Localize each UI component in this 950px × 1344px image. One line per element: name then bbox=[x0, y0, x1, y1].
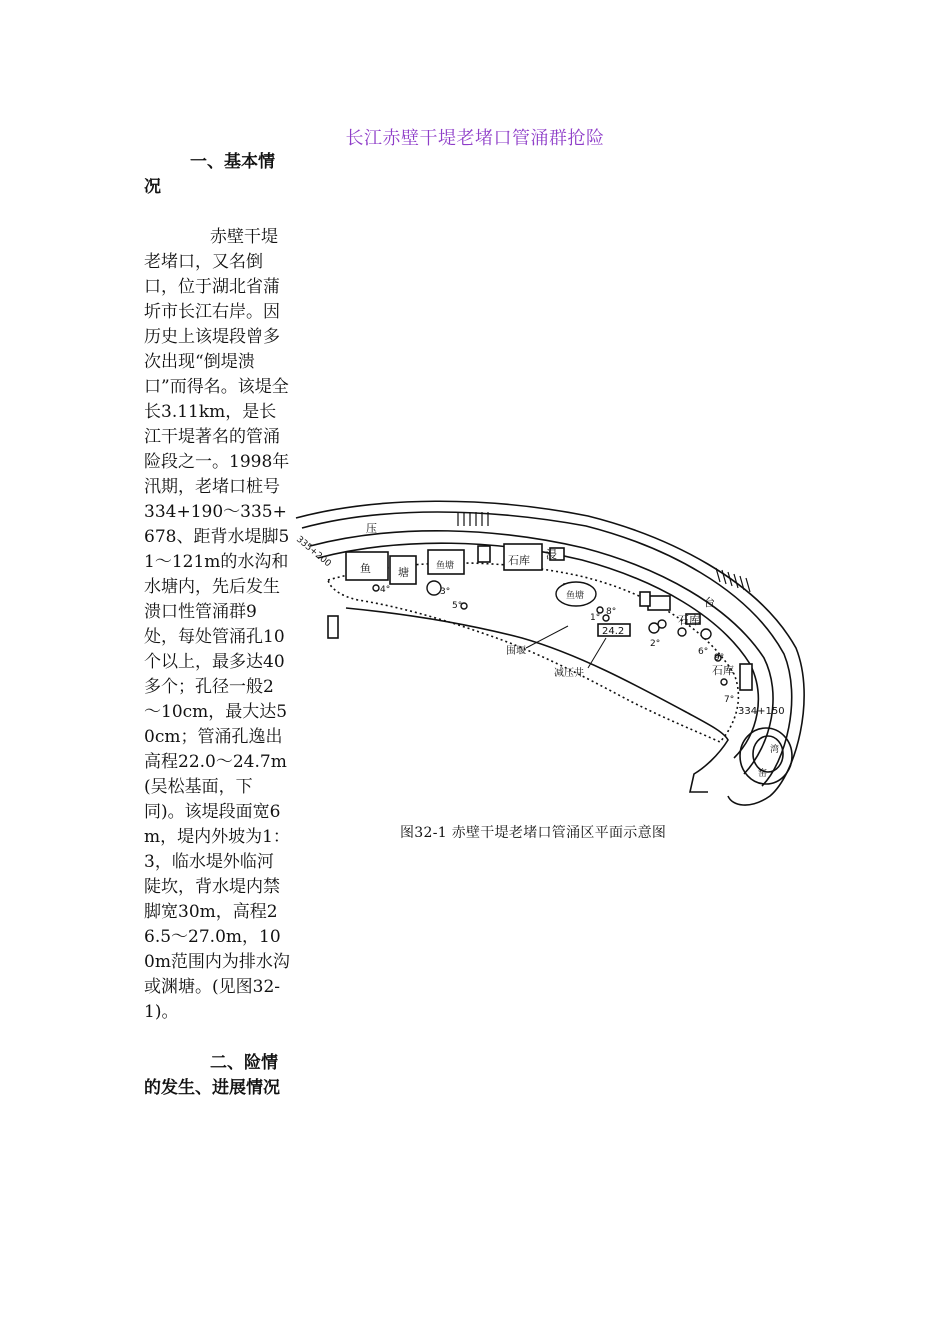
leader-lines bbox=[526, 626, 606, 668]
boil-label-8: 8° bbox=[606, 607, 617, 617]
boil-label-9: 9° bbox=[714, 653, 725, 663]
label-stone-1: 石库 bbox=[508, 554, 530, 567]
building-small-1 bbox=[478, 546, 490, 562]
station-label-b: 334+150 bbox=[738, 706, 785, 717]
label-fishpond-1: 鱼塘 bbox=[436, 561, 455, 571]
building-stone-3 bbox=[740, 664, 752, 690]
building-small-3 bbox=[648, 596, 670, 610]
boil-label-2: 2° bbox=[650, 639, 661, 649]
section-1-body: 赤壁干堤老堵口，又名倒口，位于湖北省蒲圻市长江右岸。因历史上该堤段曾多次出现“倒堤溃口”而得名。该堤全长3.11km，是长江干堤著名的管涌险段之一。1998年汛期，老堵口桩号334+190～335+678、距背水堤脚51～121m的水沟和水塘内，先后发生溃口性管涌群9处，每处管涌孔10个以上，最多达40多个；孔径一般2～10cm，最大达50cm；管涌孔逸出高程22.0～24.7m(吴松基面，下同)。该堤段面宽6m，堤内外坡为1：3，临水堤外临河陡坎，背水堤内禁脚宽30m，高程26.5～27.0m，100m范围内为排水沟或渊塘。(见图32-1)。 bbox=[144, 227, 290, 1022]
building-small-6 bbox=[640, 592, 650, 606]
site-plan-drawing bbox=[288, 488, 808, 808]
label-tai: 台 bbox=[704, 596, 715, 609]
label-elevation: 24.2 bbox=[602, 626, 625, 637]
label-stone-2: 石库 bbox=[678, 614, 700, 627]
label-cofferdam: 围堰 bbox=[506, 646, 526, 657]
document-title: 长江赤壁干堤老堵口管涌群抢险 bbox=[345, 128, 605, 149]
boil-label-4: 4° bbox=[380, 585, 391, 595]
site-plan-figure bbox=[288, 488, 808, 808]
station-label-a: 335+200 bbox=[294, 534, 333, 570]
label-kiln: 窑 bbox=[758, 769, 768, 779]
bank-hatching bbox=[458, 512, 750, 592]
figure-caption: 图32-1 赤壁干堤老堵口管涌区平面示意图 bbox=[400, 825, 667, 841]
boil-label-7: 7° bbox=[724, 695, 735, 705]
boil-label-3: 3° bbox=[440, 587, 451, 597]
label-yu: 鱼 bbox=[360, 562, 371, 575]
section-1-heading: 一、基本情况 bbox=[144, 152, 275, 197]
section-2-heading: 二、险情的发生、进展情况 bbox=[144, 1053, 280, 1098]
boil-label-5: 5° bbox=[452, 601, 463, 611]
label-jin: 浸 bbox=[546, 548, 557, 561]
boil-label-1: 1° bbox=[590, 613, 601, 623]
left-text-column bbox=[144, 150, 290, 1101]
label-tang: 塘 bbox=[398, 566, 409, 579]
boil-3 bbox=[427, 581, 441, 595]
building-left bbox=[328, 616, 338, 638]
label-ya: 压 bbox=[366, 522, 377, 535]
label-stone-3: 石库 bbox=[712, 664, 734, 677]
label-wan: 湾 bbox=[770, 745, 780, 755]
label-relief-well: 减压井 bbox=[554, 668, 584, 679]
inner-pond-line bbox=[346, 608, 728, 792]
boil-label-6: 6° bbox=[698, 647, 709, 657]
label-fishpond-2: 鱼塘 bbox=[566, 591, 585, 601]
